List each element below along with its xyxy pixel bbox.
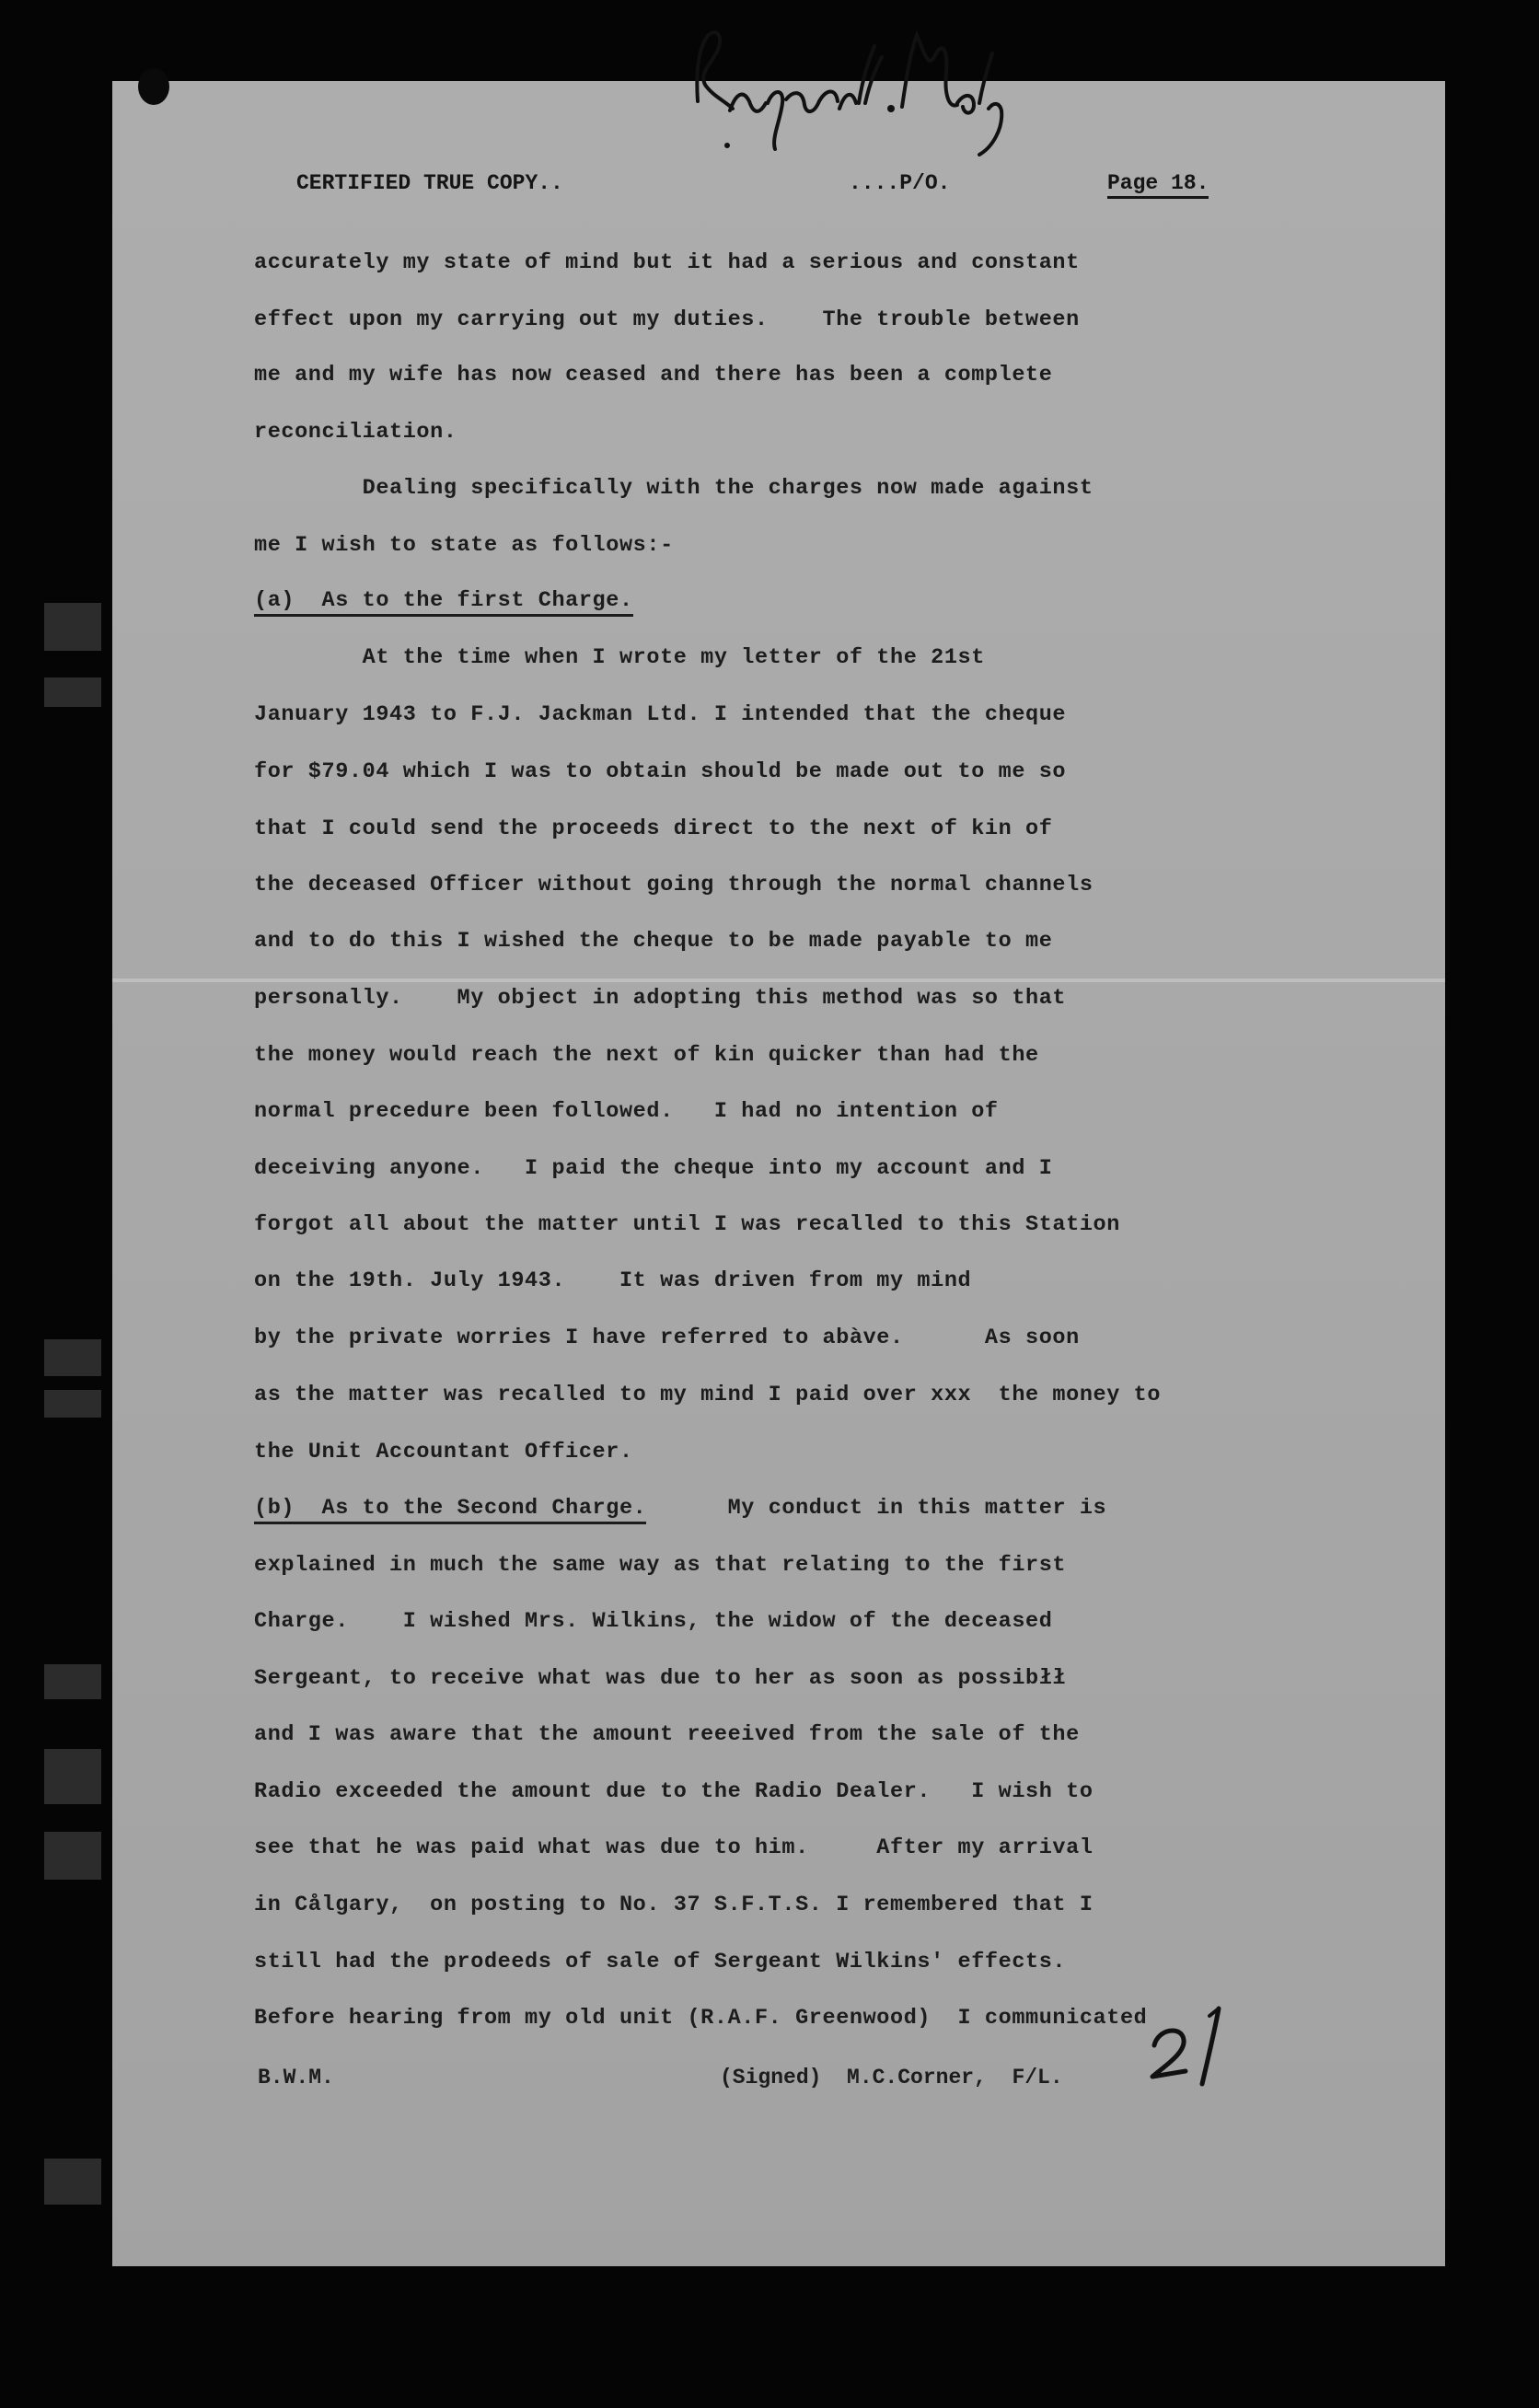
heading-text: (a) As to the first Charge. (254, 588, 633, 617)
body-line: that I could send the proceeds direct to the next of kin of (254, 816, 1053, 841)
page-number: Page 18. (1107, 171, 1209, 199)
body-line: and to do this I wished the cheque to be made payable to me (254, 929, 1053, 954)
body-line: deceiving anyone. I paid the cheque into my account and I (254, 1156, 1053, 1181)
body-line: explained in much the same way as that relating to the first (254, 1553, 1067, 1578)
body-line: Dealing specifically with the charges now made against (254, 476, 1094, 501)
body-line: reconciliation. (254, 420, 457, 445)
body-line: the deceased Officer without going through the normal channels (254, 873, 1094, 897)
body-line: Radio exceeded the amount due to the Radio Dealer. I wish to (254, 1779, 1094, 1804)
body-line: and I was aware that the amount reeeived from the sale of the (254, 1722, 1080, 1747)
body-line-continuation: My conduct in this matter is (727, 1496, 1107, 1521)
body-line: personally. My object in adopting this method was so that (254, 986, 1067, 1011)
certified-true-copy-label: CERTIFIED TRUE COPY.. (296, 171, 563, 195)
body-line: Sergeant, to receive what was due to her as soon as possibłł (254, 1666, 1067, 1691)
body-line: January 1943 to F.J. Jackman Ltd. I intended that the cheque (254, 702, 1067, 727)
body-line: me and my wife has now ceased and there has been a complete (254, 363, 1053, 388)
body-line: me I wish to state as follows:- (254, 533, 674, 558)
body-line: on the 19th. July 1943. It was driven from my mind (254, 1268, 972, 1293)
handwritten-folio-number (1145, 1988, 1256, 2090)
body-line: see that he was paid what was due to him. After my arrival (254, 1835, 1094, 1860)
section-heading-a (254, 590, 633, 612)
initials: B.W.M. (258, 2066, 334, 2090)
body-line: Charge. I wished Mrs. Wilkins, the widow of the deceased (254, 1609, 1053, 1634)
body-line: accurately my state of mind but it had a serious and constant (254, 250, 1080, 275)
body-line: effect upon my carrying out my duties. The trouble between (254, 307, 1080, 332)
body-line: by the private worries I have referred to abàve. As soon (254, 1326, 1080, 1350)
body-line: in Cålgary, on posting to No. 37 S.F.T.S. I remembered that I (254, 1893, 1094, 1917)
body-line: the money would reach the next of kin quicker than had the (254, 1043, 1039, 1068)
signed-by: (Signed) M.C.Corner, F/L. (720, 2066, 1063, 2090)
heading-text: (b) As to the Second Charge. (254, 1496, 646, 1524)
rank-suffix: ....P/O. (849, 171, 951, 195)
section-heading-b-line (254, 1498, 1106, 1520)
body-line: Before hearing from my old unit (R.A.F. Greenwood) I communicated (254, 2006, 1148, 2031)
body-line: as the matter was recalled to my mind I paid over xxx the money to (254, 1383, 1162, 1407)
body-line: the Unit Accountant Officer. (254, 1440, 633, 1464)
body-line: normal precedure been followed. I had no intention of (254, 1099, 999, 1124)
body-line: still had the prodeeds of sale of Sergeant Wilkins' effects. (254, 1950, 1067, 1974)
body-line: for $79.04 which I was to obtain should be made out to me so (254, 759, 1067, 784)
body-line: forgot all about the matter until I was recalled to this Station (254, 1212, 1120, 1237)
body-line: At the time when I wrote my letter of the 21st (254, 645, 985, 670)
